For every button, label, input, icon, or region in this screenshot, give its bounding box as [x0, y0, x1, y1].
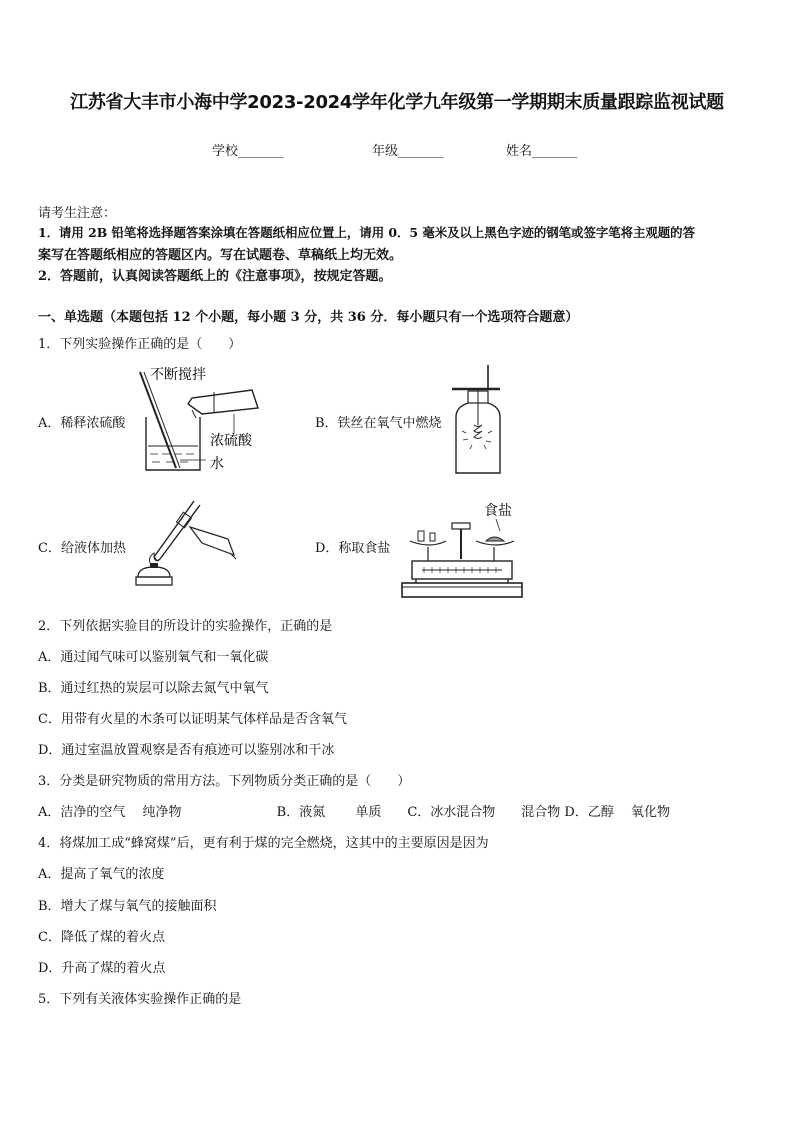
question-2-option-a: A．通过闻气味可以鉴别氧气和一氧化碳: [38, 650, 269, 665]
name-field: 姓名_______: [506, 144, 578, 159]
dilute-acid-figure: [130, 362, 270, 474]
balance-figure: [400, 497, 524, 601]
question-1-option-c: C．给液体加热: [38, 541, 126, 556]
notice-item-1-line-2: 案写在答题纸相应的答题区内。写在试题卷、草稿纸上均无效。: [38, 248, 403, 263]
question-3-stem: 3．分类是研究物质的常用方法。下列物质分类正确的是（ ）: [38, 774, 411, 789]
page-title: 江苏省大丰市小海中学2023-2024学年化学九年级第一学期期末质量跟踪监视试题: [70, 92, 724, 113]
iron-burning-figure: [448, 363, 508, 475]
question-2-stem: 2．下列依据实验目的所设计的实验操作，正确的是: [38, 619, 333, 634]
school-field: 学校_______: [212, 144, 284, 159]
notice-heading: 请考生注意：: [38, 206, 117, 221]
question-4-option-d: D．升高了煤的着火点: [38, 961, 166, 976]
salt-label: 食盐: [484, 503, 512, 519]
acid-label: 浓硫酸: [210, 433, 252, 449]
question-4-stem: 4．将煤加工成“蜂窝煤”后，更有利于煤的完全燃烧，这其中的主要原因是因为: [38, 836, 489, 851]
question-1-option-a: A．稀释浓硫酸: [38, 416, 126, 431]
question-5-stem: 5．下列有关液体实验操作正确的是: [38, 992, 242, 1007]
question-4-option-a: A．提高了氧气的浓度: [38, 867, 165, 882]
question-1-option-b: B．铁丝在氧气中燃烧: [315, 416, 442, 431]
question-2-option-d: D．通过室温放置观察是否有痕迹可以鉴别冰和干冰: [38, 743, 335, 758]
question-2-option-b: B．通过红热的炭层可以除去氮气中氧气: [38, 681, 269, 696]
question-1-stem: 1．下列实验操作正确的是（ ）: [38, 337, 242, 352]
notice-item-1-line-1: 1．请用 2B 铅笔将选择题答案涂填在答题纸相应位置上，请用 0．5 毫米及以上黑色字迹的钢笔或签字笔将主观题的答: [38, 225, 695, 240]
question-1-option-d: D．称取食盐: [315, 541, 391, 556]
question-4-option-b: B．增大了煤与氧气的接触面积: [38, 899, 217, 914]
stir-label: 不断搅拌: [150, 367, 206, 383]
heating-liquid-figure: [132, 497, 242, 593]
section-1-heading: 一、单选题（本题包括 12 个小题，每小题 3 分，共 36 分．每小题只有一个选项符合题意）: [38, 310, 579, 325]
question-2-option-c: C．用带有火星的木条可以证明某气体样品是否含氧气: [38, 712, 347, 727]
grade-field: 年级_______: [372, 144, 444, 159]
question-4-option-c: C．降低了煤的着火点: [38, 930, 165, 945]
question-3-options: A．洁净的空气 纯净物 B．液氮 单质 C．冰水混合物 混合物 D．乙醇 氧化物: [38, 805, 670, 820]
water-label: 水: [210, 456, 224, 472]
notice-item-2: 2．答题前，认真阅读答题纸上的《注意事项》，按规定答题。: [38, 269, 392, 284]
